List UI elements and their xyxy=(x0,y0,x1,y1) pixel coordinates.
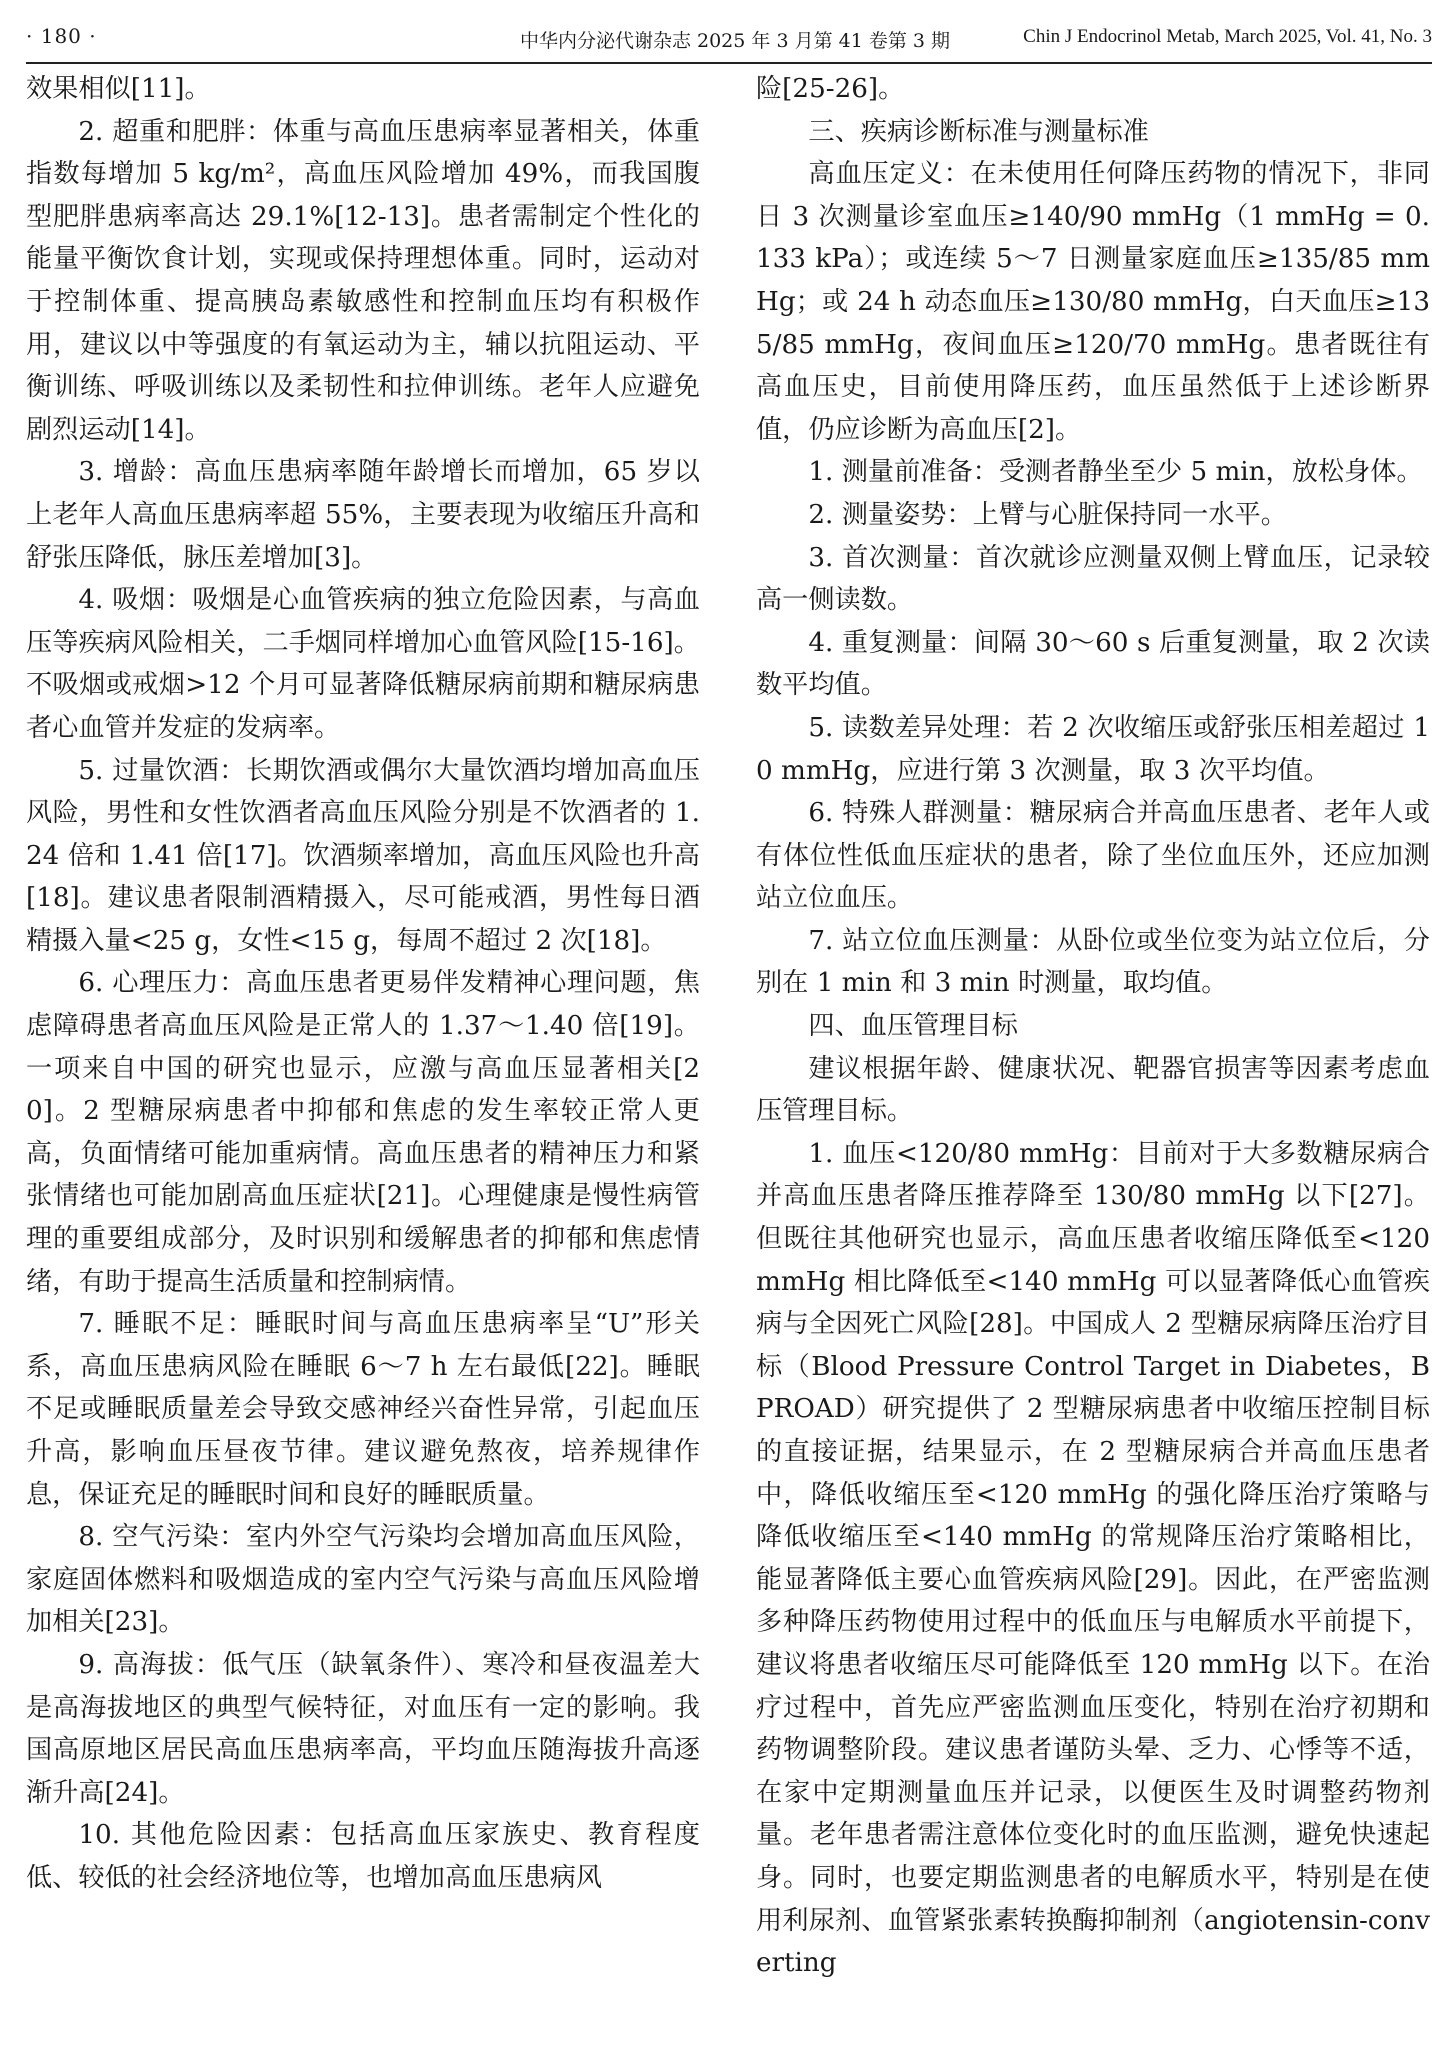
journal-title-cn: 中华内分泌代谢杂志 2025 年 3 月第 41 卷第 3 期 xyxy=(519,30,950,52)
measurement-step-6: 6. 特殊人群测量：糖尿病合并高血压患者、老年人或有体位性低血压症状的患者，除了坐位血压外，还应加测站立位血压。 xyxy=(756,798,1430,914)
page-number: · 180 · xyxy=(26,24,97,48)
right-column xyxy=(756,68,1430,1985)
paragraph-sleep: 7. 睡眠不足：睡眠时间与高血压患病率呈“U”形关系，高血压患病风险在睡眠 6～7 h 左右最低[22]。睡眠不足或睡眠质量差会导致交感神经兴奋性异常，引起血压升高，影响血压昼夜节律。建议避免熬夜，培养规律作息，保证充足的睡眠时间和良好的睡眠质量。 xyxy=(26,1309,700,1510)
measurement-step-2: 2. 测量姿势：上臂与心脏保持同一水平。 xyxy=(808,499,1287,530)
measurement-step-1: 1. 测量前准备：受测者静坐至少 5 min，放松身体。 xyxy=(808,457,1423,488)
paragraph-targets-intro: 建议根据年龄、健康状况、靶器官损害等因素考虑血压管理目标。 xyxy=(756,1053,1430,1127)
section-heading-bp-targets: 四、血压管理目标 xyxy=(808,1011,1018,1042)
paragraph-smoking: 4. 吸烟：吸烟是心血管疾病的独立危险因素，与高血压等疾病风险相关，二手烟同样增加心血管风险[15-16]。不吸烟或戒烟>12 个月可显著降低糖尿病前期和糖尿病患者心血管并发症的发病率。 xyxy=(26,585,700,743)
paragraph-high-altitude: 9. 高海拔：低气压（缺氧条件）、寒冷和昼夜温差大是高海拔地区的典型气候特征，对血压有一定的影响。我国高原地区居民高血压患病率高，平均血压随海拔升高逐渐升高[24]。 xyxy=(26,1649,700,1808)
measurement-step-5: 5. 读数差异处理：若 2 次收缩压或舒张压相差超过 10 mmHg，应进行第 3 次测量，取 3 次平均值。 xyxy=(756,712,1430,786)
paragraph-other-risk-factors: 10. 其他危险因素：包括高血压家族史、教育程度低、较低的社会经济地位等，也增加高血压患病风 xyxy=(26,1820,700,1893)
section-heading-diagnosis: 三、疾病诊断标准与测量标准 xyxy=(808,116,1149,147)
paragraph-psychological-stress: 6. 心理压力：高血压患者更易伴发精神心理问题，焦虑障碍患者高血压风险是正常人的 1.37～1.40 倍[19]。一项来自中国的研究也显示，应激与高血压显著相关[20]。2 型糖尿病患者中抑郁和焦虑的发生率较正常人更高，负面情绪可能加重病情。高血压患者的精神压力和紧张情绪也可能加剧高血压症状[21]。心理健康是慢性病管理的重要组成部分，及时识别和缓解患者的抑郁和焦虑情绪，有助于提高生活质量和控制病情。 xyxy=(26,968,700,1297)
paragraph-overweight-obesity: 2. 超重和肥胖：体重与高血压患病率显著相关，体重指数每增加 5 kg/m²，高血压风险增加 49%，而我国腹型肥胖患病率高达 29.1%[12-13]。患者需制定个性化的能量平衡饮食计划，实现或保持理想体重。同时，运动对于控制体重、提高胰岛素敏感性和控制血压均有积极作用，建议以中等强度的有氧运动为主，辅以抗阻运动、平衡训练、呼吸训练以及柔韧性和拉伸训练。老年人应避免剧烈运动[14]。 xyxy=(26,116,700,445)
paragraph-target-120-80: 1. 血压<120/80 mmHg：目前对于大多数糖尿病合并高血压患者降压推荐降至 130/80 mmHg 以下[27]。但既往其他研究也显示，高血压患者收缩压降低至<120 mmHg 相比降低至<140 mmHg 可以显著降低心血管疾病与全因死亡风险[28]。中国成人 2 型糖尿病降压治疗目标（Blood Pressure Control Target in Diabetes，BPROAD）研究提供了 2 型糖尿病患者中收缩压控制目标的直接证据，结果显示，在 2 型糖尿病合并高血压患者中，降低收缩压至<120 mmHg 的强化降压治疗策略与降低收缩压至<140 mmHg 的常规降压治疗策略相比，能显著降低主要心血管疾病风险[29]。因此，在严密监测多种降压药物使用过程中的低血压与电解质水平前提下，建议将患者收缩压尽可能降低至 120 mmHg 以下。在治疗过程中，首先应严密监测血压变化，特别在治疗初期和药物调整阶段。建议患者谨防头晕、乏力、心悸等不适，在家中定期测量血压并记录，以便医生及时调整药物剂量。老年患者需注意体位变化时的血压监测，避免快速起身。同时，也要定期监测患者的电解质水平，特别是在使用利尿剂、血管紧张素转换酶抑制剂（angiotensin-converting xyxy=(756,1138,1430,1979)
left-column xyxy=(26,68,700,1900)
paragraph-continuation: 效果相似[11]。 xyxy=(26,74,211,104)
measurement-step-7: 7. 站立位血压测量：从卧位或坐位变为站立位后，分别在 1 min 和 3 min 时测量，取均值。 xyxy=(756,925,1430,999)
journal-title-en: Chin J Endocrinol Metab, March 2025, Vol. 41, No. 3 xyxy=(1023,26,1432,47)
paragraph-continuation-right: 险[25-26]。 xyxy=(756,74,905,104)
page-header xyxy=(26,16,1432,64)
paragraph-aging: 3. 增龄：高血压患病率随年龄增长而增加，65 岁以上老年人高血压患病率超 55%，主要表现为收缩压升高和舒张压降低，脉压差增加[3]。 xyxy=(26,457,700,573)
measurement-step-3: 3. 首次测量：首次就诊应测量双侧上臂血压，记录较高一侧读数。 xyxy=(756,542,1430,616)
paragraph-hypertension-definition: 高血压定义：在未使用任何降压药物的情况下，非同日 3 次测量诊室血压≥140/90 mmHg（1 mmHg = 0.133 kPa）；或连续 5～7 日测量家庭血压≥135/85 mmHg；或 24 h 动态血压≥130/80 mmHg，白天血压≥135/85 mmHg，夜间血压≥120/70 mmHg。患者既往有高血压史，目前使用降压药，血压虽然低于上述诊断界值，仍应诊断为高血压[2]。 xyxy=(756,159,1430,445)
paragraph-alcohol: 5. 过量饮酒：长期饮酒或偶尔大量饮酒均增加高血压风险，男性和女性饮酒者高血压风险分别是不饮酒者的 1.24 倍和 1.41 倍[17]。饮酒频率增加，高血压风险也升高[18]。建议患者限制酒精摄入，尽可能戒酒，男性每日酒精摄入量<25 g，女性<15 g，每周不超过 2 次[18]。 xyxy=(26,755,700,956)
measurement-step-4: 4. 重复测量：间隔 30～60 s 后重复测量，取 2 次读数平均值。 xyxy=(756,627,1430,701)
paragraph-air-pollution: 8. 空气污染：室内外空气污染均会增加高血压风险，家庭固体燃料和吸烟造成的室内空气污染与高血压风险增加相关[23]。 xyxy=(26,1522,700,1638)
